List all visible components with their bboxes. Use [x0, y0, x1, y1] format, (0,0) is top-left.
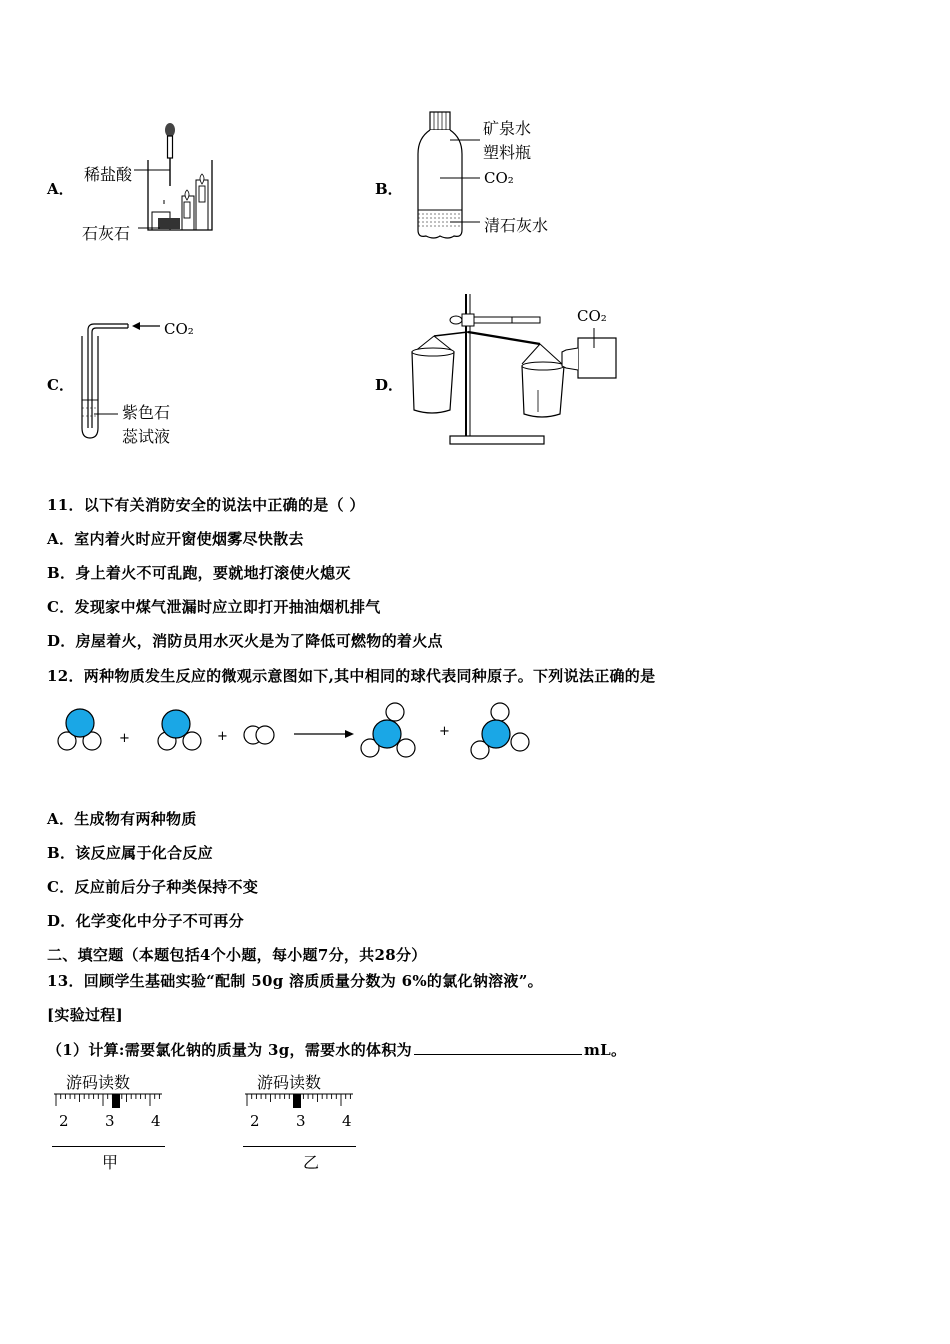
- q11-option-a: A．室内着火时应开窗使烟雾尽快散去: [47, 530, 304, 548]
- scale-yi-ruler: [241, 1092, 361, 1112]
- figure-b-bottle: [410, 108, 490, 244]
- section-title: 二、填空题（本题包括4个小题，每小题7分，共28分）: [47, 946, 427, 964]
- option-c-label: C．: [47, 376, 74, 394]
- q13-step1-text: （1）计算:需要氯化钠的质量为 3g，需要水的体积为: [47, 1041, 412, 1059]
- option-b-label: B．: [375, 180, 403, 198]
- scale-yi-tick-3: 3: [296, 1112, 306, 1130]
- plus-sign-2: +: [217, 729, 228, 744]
- scale-jia-ruler: [50, 1092, 170, 1112]
- label-co2-b: CO₂: [484, 169, 514, 187]
- q13-stem: 13．回顾学生基础实验“配制 50g 溶质质量分数为 6%的氯化钠溶液”。: [47, 972, 543, 990]
- scale-jia-baseline: [52, 1146, 165, 1147]
- scale-jia-tick-2: 2: [59, 1112, 69, 1130]
- q12-option-b: B．该反应属于化合反应: [47, 844, 213, 862]
- q11-option-b: B．身上着火不可乱跑，要就地打滚使火熄灭: [47, 564, 351, 582]
- option-a-label: A．: [47, 180, 74, 198]
- water-volume-blank[interactable]: [414, 1040, 582, 1055]
- q13-process-heading: [实验过程]: [47, 1006, 123, 1024]
- q11-stem: 11．以下有关消防安全的说法中正确的是（ ）: [47, 496, 365, 514]
- option-d-label: D．: [375, 376, 404, 394]
- scale-jia-tick-3: 3: [105, 1112, 115, 1130]
- label-co2-c: CO₂: [164, 320, 194, 338]
- q12-option-d: D．化学变化中分子不可再分: [47, 912, 244, 930]
- q12-stem: 12．两种物质发生反应的微观示意图如下,其中相同的球代表同种原子。下列说法正确的是: [47, 667, 656, 685]
- q11-option-c: C．发现家中煤气泄漏时应立即打开抽油烟机排气: [47, 598, 381, 616]
- q11-option-d: D．房屋着火，消防员用水灭火是为了降低可燃物的着火点: [47, 632, 443, 650]
- label-litmus-1: 紫色石: [122, 403, 171, 422]
- q12-option-a: A．生成物有两种物质: [47, 810, 197, 828]
- scale-jia-title: 游码读数: [66, 1073, 131, 1092]
- scale-yi-name: 乙: [303, 1153, 320, 1172]
- scale-yi-baseline: [243, 1146, 356, 1147]
- plus-sign-3: +: [439, 724, 450, 739]
- plus-sign-1: +: [119, 731, 130, 746]
- label-co2-d: CO₂: [577, 307, 607, 325]
- label-limewater: 清石灰水: [484, 216, 549, 235]
- q13-step1: [47, 1039, 626, 1060]
- scale-jia-name: 甲: [102, 1153, 119, 1172]
- q12-option-c: C．反应前后分子种类保持不变: [47, 878, 259, 896]
- label-litmus-2: 蕊试液: [122, 427, 171, 446]
- label-dilute-hcl: 稀盐酸: [84, 165, 133, 184]
- scale-jia-tick-4: 4: [151, 1112, 161, 1130]
- label-limestone: 石灰石: [82, 224, 131, 243]
- scale-yi-tick-4: 4: [342, 1112, 352, 1130]
- q13-step1-unit: mL。: [583, 1041, 627, 1059]
- scale-yi-tick-2: 2: [250, 1112, 260, 1130]
- scale-yi-title: 游码读数: [257, 1073, 322, 1092]
- label-plastic-bottle: 塑料瓶: [483, 143, 532, 162]
- label-mineral-water: 矿泉水: [483, 119, 532, 138]
